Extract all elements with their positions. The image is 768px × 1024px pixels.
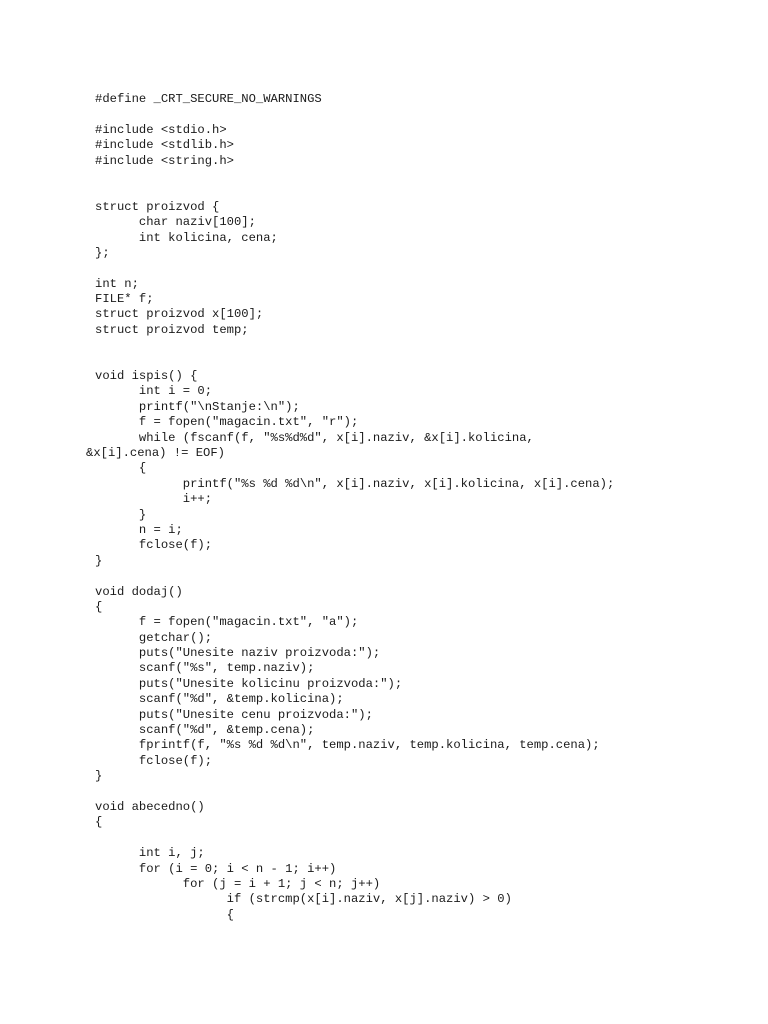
code-line-53: if (strcmp(x[i].naziv, x[j].naziv) > 0) xyxy=(95,892,512,907)
code-line-37: puts("Unesite naziv proizvoda:"); xyxy=(95,646,381,661)
code-line-19: void ispis() { xyxy=(95,369,198,384)
code-listing xyxy=(86,92,615,923)
code-line-26: printf("%s %d %d\n", x[i].naziv, x[i].kolicina, x[i].cena); xyxy=(95,476,615,491)
code-line-45: } xyxy=(95,769,103,784)
code-line-30: fclose(f); xyxy=(95,538,213,553)
code-line-48: { xyxy=(95,815,103,830)
code-line-7 xyxy=(95,184,614,199)
code-line-27: i++; xyxy=(95,492,213,507)
code-line-16: struct proizvod temp; xyxy=(95,322,249,337)
code-line-25: { xyxy=(95,461,147,476)
code-line-35: f = fopen("magacin.txt", "a"); xyxy=(95,615,359,630)
code-line-14: FILE* f; xyxy=(95,292,154,307)
code-line-3: #include <stdio.h> xyxy=(95,122,227,137)
code-line-11: }; xyxy=(95,245,110,260)
code-line-36: getchar(); xyxy=(95,630,213,645)
code-line-4: #include <stdlib.h> xyxy=(95,138,234,153)
code-line-2 xyxy=(95,107,614,122)
code-line-9: char naziv[100]; xyxy=(95,215,256,230)
code-line-23: while (fscanf(f, "%s%d%d", x[i].naziv, &x[i].kolicina, xyxy=(95,430,534,445)
code-line-13: int n; xyxy=(95,276,139,291)
code-line-43: fprintf(f, "%s %d %d\n", temp.naziv, temp.kolicina, temp.cena); xyxy=(95,738,600,753)
code-line-32 xyxy=(95,569,614,584)
code-line-12 xyxy=(95,261,614,276)
code-line-20: int i = 0; xyxy=(95,384,213,399)
code-line-50: int i, j; xyxy=(95,846,205,861)
code-line-34: { xyxy=(95,599,103,614)
code-line-31: } xyxy=(95,553,103,568)
code-line-6 xyxy=(95,169,614,184)
code-line-1: #define _CRT_SECURE_NO_WARNINGS xyxy=(95,92,322,106)
code-line-8: struct proizvod { xyxy=(95,199,220,214)
code-line-42: scanf("%d", &temp.cena); xyxy=(95,723,315,738)
code-line-51: for (i = 0; i < n - 1; i++) xyxy=(95,861,337,876)
code-line-47: void abecedno() xyxy=(95,799,205,814)
code-line-29: n = i; xyxy=(95,522,183,537)
code-line-49 xyxy=(95,831,614,846)
code-line-52: for (j = i + 1; j < n; j++) xyxy=(95,876,381,891)
code-line-54: { xyxy=(95,907,234,922)
code-line-15: struct proizvod x[100]; xyxy=(95,307,264,322)
code-line-38: scanf("%s", temp.naziv); xyxy=(95,661,315,676)
code-line-41: puts("Unesite cenu proizvoda:"); xyxy=(95,707,373,722)
code-line-33: void dodaj() xyxy=(95,584,183,599)
code-line-40: scanf("%d", &temp.kolicina); xyxy=(95,692,344,707)
code-line-44: fclose(f); xyxy=(95,753,213,768)
code-line-18 xyxy=(95,354,614,369)
code-line-46 xyxy=(95,785,614,800)
code-line-17 xyxy=(95,338,614,353)
code-line-10: int kolicina, cena; xyxy=(95,230,278,245)
code-line-24: &x[i].cena) != EOF) xyxy=(86,445,225,460)
code-line-39: puts("Unesite kolicinu proizvoda:"); xyxy=(95,676,403,691)
code-line-22: f = fopen("magacin.txt", "r"); xyxy=(95,415,359,430)
code-line-21: printf("\nStanje:\n"); xyxy=(95,399,300,414)
code-line-5: #include <string.h> xyxy=(95,153,234,168)
code-line-28: } xyxy=(95,507,147,522)
